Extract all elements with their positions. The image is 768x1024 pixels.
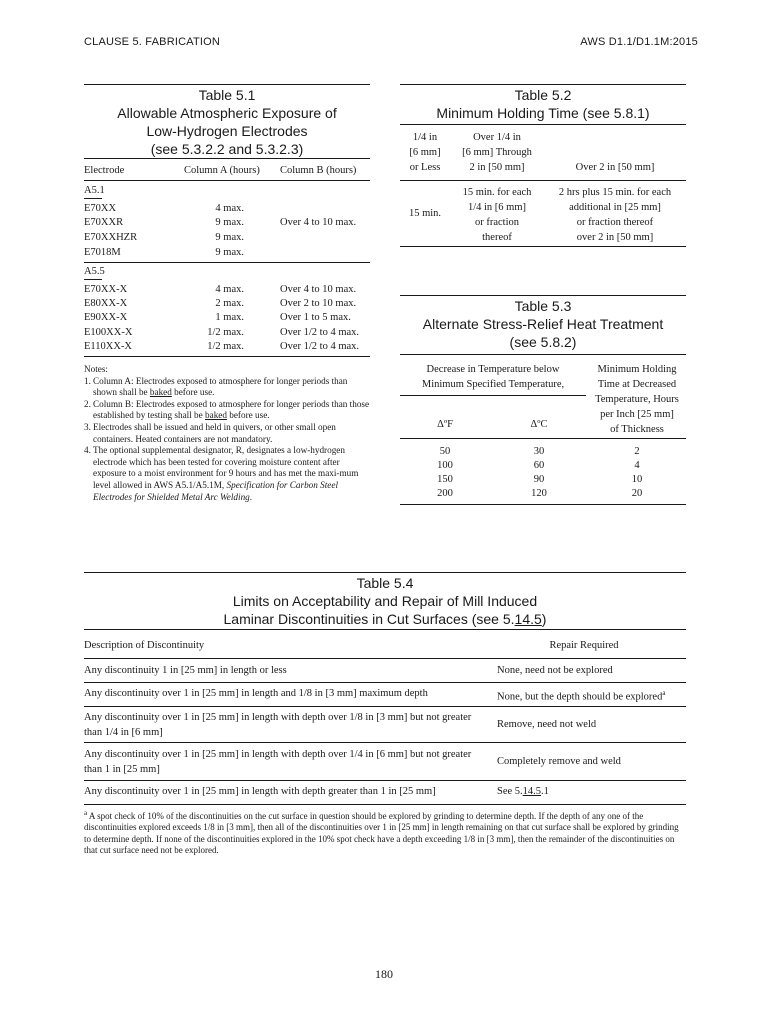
table-5-3-mid-rule — [400, 395, 586, 396]
electrode-cell: E70XXHZR — [84, 232, 138, 243]
table-5-1-group-rule — [84, 262, 370, 263]
electrode-cell: E70XXR — [84, 217, 124, 228]
table-row-f: 150 — [437, 474, 453, 485]
table-row-divider — [84, 682, 686, 683]
table-row-f: 50 — [439, 446, 451, 457]
table-row-c: 90 — [533, 474, 545, 485]
col-a-cell: 1 max. — [215, 312, 244, 323]
col-header-quarter-or-less: 1/4 in [6 mm] or Less — [409, 132, 441, 173]
table-5-4-top-rule — [84, 572, 686, 573]
notes-label: Notes: — [84, 364, 108, 374]
table-row-divider — [84, 780, 686, 781]
electrode-cell: E70XX-X — [84, 284, 128, 295]
col-a-cell: 1/2 max. — [207, 341, 244, 352]
electrode-cell: E110XX-X — [84, 341, 133, 352]
col-b-cell: Over 1/2 to 4 max. — [280, 341, 360, 352]
table-5-1-notes — [84, 364, 370, 503]
table-row-c: 60 — [533, 460, 545, 471]
table-5-4-title: Table 5.4 Limits on Acceptability and Repair of Mill Induced Laminar Discontinuities in Cut Surfaces (see 5.14.5) — [223, 575, 547, 627]
table-row-hours: 2 — [634, 446, 640, 457]
group-a51-underline — [84, 198, 102, 199]
col-b-cell: Over 2 to 10 max. — [280, 298, 357, 309]
col-b-cell: Over 4 to 10 max. — [280, 217, 357, 228]
col-header-description: Description of Discontinuity — [84, 640, 205, 651]
col-a-header: Column A (hours) — [184, 165, 260, 176]
table-row-repair: See 5.14.5.1 — [497, 786, 549, 797]
table-5-1-head-rule — [84, 158, 370, 159]
table-row-description: Any discontinuity over 1 in [25 mm] in length and 1/8 in [3 mm] maximum depth — [84, 688, 428, 699]
col-header-quarter-through-2: Over 1/4 in [6 mm] Through 2 in [50 mm] — [462, 132, 532, 173]
group-a55-label: A5.5 — [84, 266, 105, 277]
table-row-hours: 10 — [631, 474, 643, 485]
table-5-4-head-rule — [84, 629, 686, 630]
table-row-repair: None, but the depth should be explored$^a$ — [497, 689, 666, 703]
col-a-cell: 4 max. — [215, 203, 244, 214]
table-5-2-top-rule — [400, 84, 686, 85]
electrode-cell: E100XX-X — [84, 327, 133, 338]
col-a-cell: 2 max. — [215, 298, 244, 309]
electrode-cell: E70XX — [84, 203, 117, 214]
page-number: 180 — [375, 967, 393, 981]
footnote-ref: a — [662, 689, 666, 697]
running-header-right: AWS D1.1/D1.1M:2015 — [580, 36, 698, 48]
table-row-c: 30 — [533, 446, 545, 457]
running-header-left: CLAUSE 5. FABRICATION — [84, 36, 221, 48]
table-5-4-subhead-rule — [84, 658, 686, 659]
electrode-cell: E7018M — [84, 247, 121, 258]
note-1: 1. Column A: Electrodes exposed to atmosphere for longer periods than shown shall be baked before use. — [84, 375, 348, 398]
table-row-c: 120 — [531, 488, 547, 499]
col-a-cell: 1/2 max. — [207, 327, 244, 338]
col-a-cell: 4 max. — [215, 284, 244, 295]
table-5-2-subhead-rule — [400, 180, 686, 181]
table-row-hours: 4 — [634, 460, 640, 471]
table-5-2-title: Table 5.2 Minimum Holding Time (see 5.8.1) — [436, 87, 650, 121]
table-5-1-top-rule — [84, 84, 370, 85]
table-row-hours: 20 — [631, 488, 643, 499]
holding-time-cell: 15 min. — [408, 208, 442, 219]
holding-time-cell: 15 min. for each 1/4 in [6 mm] or fraction thereof — [462, 187, 532, 243]
table-row-description: Any discontinuity over 1 in [25 mm] in length with depth over 1/4 in [6 mm] but not greater than 1 in [25 mm] — [84, 749, 472, 775]
col-header-over-2: Over 2 in [50 mm] — [575, 162, 655, 173]
note-2: 2. Column B: Electrodes exposed to atmosphere for longer periods than those established by testing shall be baked before use. — [84, 398, 370, 421]
note-4: 4. The optional supplemental designator, R, designates a low-hydrogen electrode which has been tested for covering moisture content after exposure to a moist environment for 9 hours and has met the maxi-mum level allowed in AWS A5.1/A5.1M, Specification for Carbon Steel Electrodes for Shielded Metal Arc Welding. — [84, 445, 359, 502]
table-5-3-subhead-rule — [400, 438, 686, 439]
note-3: 3. Electrodes shall be issued and held in quivers, or other small open containers. Heated containers are not mandatory. — [84, 421, 336, 444]
table-5-3-bottom-rule — [400, 504, 686, 505]
table-5-2-bottom-rule — [400, 246, 686, 247]
col-b-cell: Over 1/2 to 4 max. — [280, 327, 360, 338]
col-a-cell: 9 max. — [215, 217, 244, 228]
col-a-cell: 9 max. — [215, 232, 244, 243]
table-5-4-bottom-rule — [84, 804, 686, 805]
table-5-1-subhead-rule — [84, 180, 370, 181]
table-row-description: Any discontinuity 1 in [25 mm] in length or less — [84, 665, 287, 676]
table-5-4-footnote: $^a$ A spot check of 10% of the discontinuities on the cut surface in question should be explored by grinding to determine depth. If the depth of any one of the discontinuities explored exceeds 1/8 in [3 mm], then all of the discontinuities over 1 in [25 mm] in length remaining on that cut surface shall be explored by grinding to determine depth. If none of the discontinuities explored in the 10% spot check have a depth exceeding 1/8 in [3 mm], then the remainder of the discontinuities on that cut surface need not be explored. — [84, 809, 679, 856]
col-header-delta-c: ΔºC — [530, 419, 548, 430]
table-row-f: 100 — [437, 460, 453, 471]
col-header-delta-f: ΔºF — [437, 419, 453, 430]
col-header-decrease-temp: Decrease in Temperature below Minimum Specified Temperature, — [421, 364, 565, 390]
table-5-3-top-rule — [400, 295, 686, 296]
table-5-3-head-rule — [400, 354, 686, 355]
table-row-repair: None, need not be explored — [497, 665, 613, 676]
col-electrode-header: Electrode — [84, 165, 125, 176]
holding-time-cell: 2 hrs plus 15 min. for each additional in [25 mm] or fraction thereof over 2 in [50 mm] — [558, 187, 672, 243]
table-5-1-title: Table 5.1 Allowable Atmospheric Exposure of Low-Hydrogen Electrodes (see 5.3.2.2 and 5.3.2.3) — [117, 87, 337, 157]
table-5-3-title: Table 5.3 Alternate Stress-Relief Heat Treatment (see 5.8.2) — [422, 298, 664, 350]
table-5-2-head-rule — [400, 124, 686, 125]
col-header-min-holding: Minimum Holding Time at Decreased Temperature, Hours per Inch [25 mm] of Thickness — [595, 364, 679, 435]
col-b-header: Column B (hours) — [280, 165, 357, 176]
col-b-cell: Over 1 to 5 max. — [280, 312, 351, 323]
footnote-mark: a — [84, 809, 88, 817]
group-a51-label: A5.1 — [84, 185, 105, 196]
electrode-cell: E80XX-X — [84, 298, 128, 309]
table-row-divider — [84, 706, 686, 707]
col-a-cell: 9 max. — [215, 247, 244, 258]
table-row-description: Any discontinuity over 1 in [25 mm] in length with depth greater than 1 in [25 mm] — [84, 786, 436, 797]
group-a55-underline — [84, 279, 102, 280]
table-row-repair: Remove, need not weld — [497, 719, 597, 730]
table-row-description: Any discontinuity over 1 in [25 mm] in length with depth over 1/8 in [3 mm] but not greater than 1/4 in [6 mm] — [84, 712, 472, 738]
table-row-repair: Completely remove and weld — [497, 756, 621, 767]
electrode-cell: E90XX-X — [84, 312, 128, 323]
table-5-1-bottom-rule — [84, 356, 370, 357]
table-row-divider — [84, 742, 686, 743]
col-b-cell: Over 4 to 10 max. — [280, 284, 357, 295]
table-row-f: 200 — [437, 488, 453, 499]
col-header-repair: Repair Required — [549, 640, 619, 651]
